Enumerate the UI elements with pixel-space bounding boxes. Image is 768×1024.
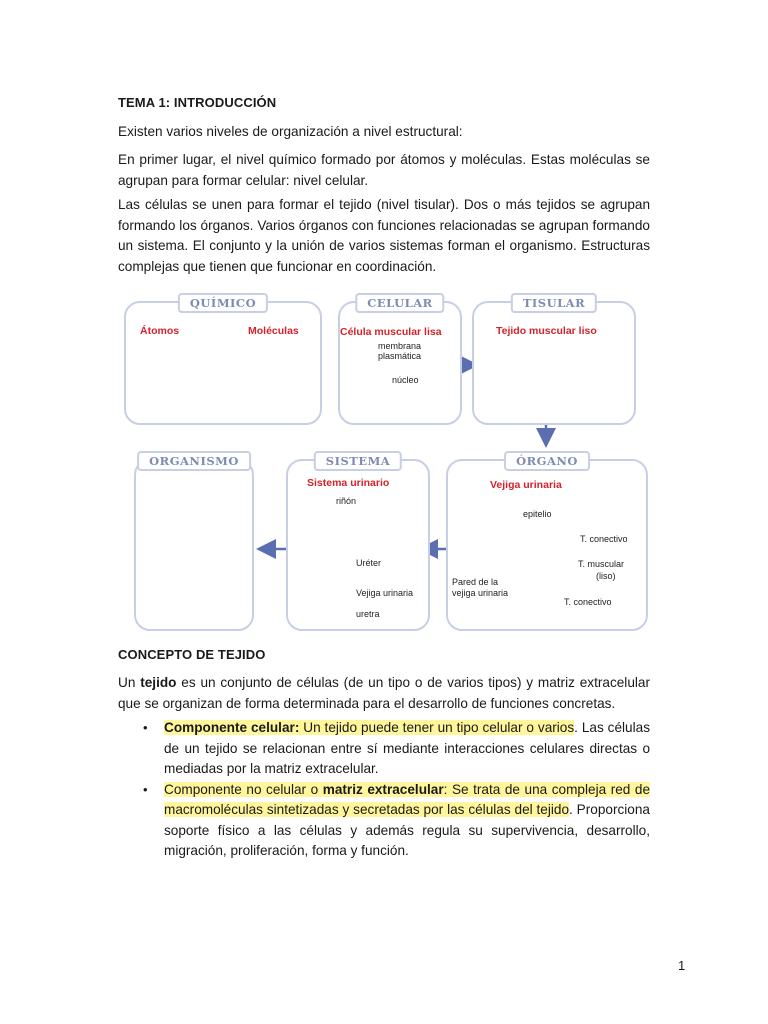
bullet2-bold: matriz extracelular [322,781,444,797]
paragraph-quimico: En primer lugar, el nivel químico formado por átomos y moléculas. Estas moléculas se agrupan para formar celular: nivel celular. [118,152,650,188]
bullet2-highlight-post: : Se trata de una compleja red de macromoléculas sintetizadas y secretadas por las células del tejido [164,781,651,817]
panel-title-quimico: QUÍMICO [178,293,268,313]
panel-title-organismo: ORGANISMO [137,451,251,471]
label-uretra: uretra [356,609,380,619]
section-heading-concepto: CONCEPTO DE TEJIDO [118,647,266,662]
list-item-componente-celular [118,718,650,780]
label-pared-1: Pared de la [452,577,499,587]
component-list [118,718,650,862]
page-number: 1 [678,958,686,973]
panel-title-sistema: SISTEMA [314,451,402,471]
panel-title-organo: ÓRGANO [504,451,590,471]
label-epitelio: epitelio [523,509,552,519]
label-plasmatica: plasmática [378,351,422,361]
paragraph-niveles: Existen varios niveles de organización a nivel estructural: [118,124,463,139]
bullet2-post: . Proporciona soporte físico a las células y además regula su supervivencia, desarrollo, migración, proliferación, forma y función. [164,802,650,858]
label-t-muscular: T. muscular [578,559,625,569]
paragraph-tisular: Las células se unen para formar el tejido (nivel tisular). Dos o más tejidos se agrupan formando los órganos. Varios órganos con funciones relacionadas se agrupan formando un sistema. El conjunto y la unión de varios sistemas forman el organismo. Estructuras complejas que tienen que funcionar en coordinación. [118,197,650,274]
label-membrana: membrana [378,341,422,351]
label-t-conectivo-2: T. conectivo [564,597,612,607]
label-ureter: Uréter [356,558,382,568]
label-moleculas: Moléculas [248,325,299,337]
label-t-conectivo-1: T. conectivo [580,534,628,544]
tejido-def-post: es un conjunto de células (de un tipo o de varios tipos) y matriz extracelular que se organizan de forma determinada para el desarrollo de funciones concretas. [118,675,650,711]
label-celula-muscular: Célula muscular lisa [340,326,442,338]
organization-levels-diagram [118,283,654,639]
label-rinon: riñón [336,496,357,506]
label-nucleo: núcleo [392,375,419,385]
label-atomos: Átomos [140,325,180,337]
panel-celular [338,296,462,425]
label-liso: (liso) [596,571,616,581]
panel-quimico [124,296,322,425]
bullet-marker: • [143,781,148,797]
tejido-def-bold: tejido [140,675,177,690]
section-heading-tema1: TEMA 1: INTRODUCCIÓN [118,95,277,110]
bullet2-highlight-pre: Componente no celular o [164,781,323,797]
label-tejido-muscular: Tejido muscular liso [496,325,597,337]
label-vejiga: Vejiga urinaria [356,588,414,598]
paragraph-tejido-def [118,673,650,714]
bullet1-post: . Las células de un tejido se relacionan entre sí mediante interacciones celulares directas o mediadas por la matriz extracelular. [164,720,650,776]
panel-title-tisular: TISULAR [511,293,597,313]
panel-title-celular: CELULAR [355,293,444,313]
list-item-componente-no-celular [118,780,650,862]
bullet1-highlight: Un tejido puede tener un tipo celular o varios [299,720,575,735]
label-sistema-urinario: Sistema urinario [307,477,390,489]
bullet-marker: • [143,720,148,735]
bullet1-bold: Componente celular: [164,720,300,735]
panel-organismo [134,454,254,631]
tejido-def-pre: Un [118,675,141,690]
panel-tisular [472,296,636,425]
label-vejiga-urinaria: Vejiga urinaria [490,479,562,491]
label-pared-2: vejiga urinaria [452,588,509,598]
